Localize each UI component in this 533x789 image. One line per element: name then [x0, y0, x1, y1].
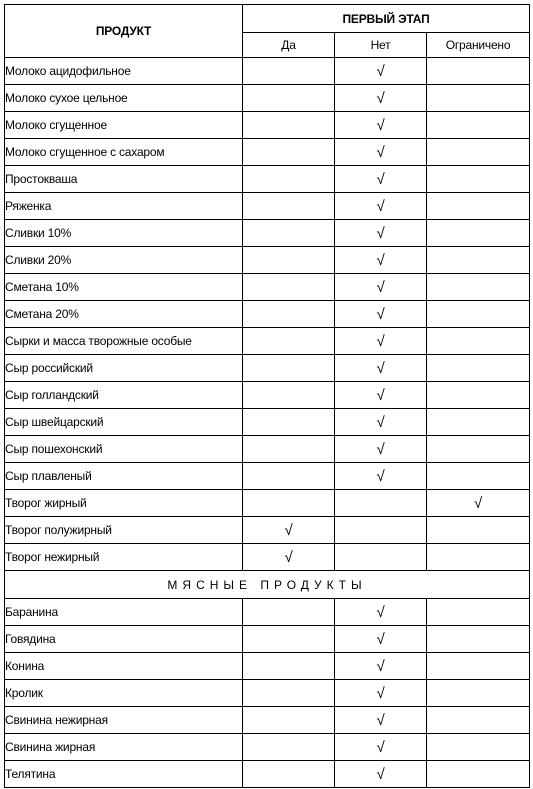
meat-section	[5, 571, 530, 599]
product-name: Сливки 20%	[5, 247, 243, 274]
table-row	[5, 409, 530, 436]
product-name: Сыр плавленый	[5, 463, 243, 490]
cell-limited	[427, 653, 530, 680]
check-mark-icon: √	[376, 603, 385, 621]
cell-limited	[427, 85, 530, 112]
cell-yes	[243, 761, 335, 788]
cell-yes	[243, 517, 335, 544]
cell-yes	[243, 247, 335, 274]
product-name: Свинина нежирная	[5, 707, 243, 734]
table-row	[5, 463, 530, 490]
table-row	[5, 490, 530, 517]
product-name: Сливки 10%	[5, 220, 243, 247]
cell-no	[335, 653, 427, 680]
product-name: Молоко сгущенное	[5, 112, 243, 139]
cell-yes	[243, 626, 335, 653]
header-no: Нет	[335, 33, 427, 58]
cell-yes	[243, 734, 335, 761]
cell-no	[335, 517, 427, 544]
cell-yes	[243, 301, 335, 328]
check-mark-icon: √	[376, 89, 385, 107]
table-row	[5, 653, 530, 680]
cell-no	[335, 220, 427, 247]
meat-section-heading: МЯСНЫЕ ПРОДУКТЫ	[5, 571, 530, 599]
product-name: Творог нежирный	[5, 544, 243, 571]
check-mark-icon: √	[376, 224, 385, 242]
check-mark-icon: √	[473, 494, 483, 512]
check-mark-icon: √	[376, 440, 385, 458]
cell-limited	[427, 734, 530, 761]
cell-yes	[243, 707, 335, 734]
cell-limited	[427, 247, 530, 274]
cell-no	[335, 734, 427, 761]
product-name: Сметана 20%	[5, 301, 243, 328]
cell-limited	[427, 328, 530, 355]
cell-no	[335, 328, 427, 355]
table-row	[5, 517, 530, 544]
cell-yes	[243, 653, 335, 680]
cell-limited	[427, 599, 530, 626]
cell-limited	[427, 355, 530, 382]
product-name: Телятина	[5, 761, 243, 788]
cell-yes	[243, 328, 335, 355]
check-mark-icon: √	[376, 467, 385, 485]
cell-no	[335, 274, 427, 301]
cell-limited	[427, 139, 530, 166]
cell-limited	[427, 707, 530, 734]
check-mark-icon: √	[376, 657, 385, 675]
product-name: Конина	[5, 653, 243, 680]
table-row	[5, 139, 530, 166]
check-mark-icon: √	[376, 116, 385, 134]
cell-limited	[427, 193, 530, 220]
cell-limited	[427, 680, 530, 707]
check-mark-icon: √	[376, 305, 385, 323]
cell-no	[335, 112, 427, 139]
header-limited: Ограничено	[427, 33, 530, 58]
product-name: Ряженка	[5, 193, 243, 220]
cell-limited	[427, 58, 530, 85]
check-mark-icon: √	[376, 738, 385, 756]
cell-limited	[427, 274, 530, 301]
cell-limited	[427, 544, 530, 571]
check-mark-icon: √	[376, 386, 385, 404]
cell-no	[335, 707, 427, 734]
cell-no	[335, 490, 427, 517]
check-mark-icon: √	[376, 359, 385, 377]
cell-limited	[427, 409, 530, 436]
product-name: Сыр российский	[5, 355, 243, 382]
header-first-stage: ПЕРВЫЙ ЭТАП	[243, 5, 530, 33]
check-mark-icon: √	[376, 413, 385, 431]
cell-no	[335, 166, 427, 193]
table-row	[5, 680, 530, 707]
dairy-rows	[5, 58, 530, 571]
cell-yes	[243, 58, 335, 85]
check-mark-icon: √	[376, 711, 385, 729]
cell-no	[335, 409, 427, 436]
cell-yes	[243, 85, 335, 112]
product-name: Баранина	[5, 599, 243, 626]
cell-yes	[243, 355, 335, 382]
cell-limited	[427, 436, 530, 463]
table-row	[5, 328, 530, 355]
cell-limited	[427, 112, 530, 139]
cell-yes	[243, 490, 335, 517]
cell-yes	[243, 220, 335, 247]
cell-no	[335, 301, 427, 328]
cell-yes	[243, 680, 335, 707]
check-mark-icon: √	[376, 197, 385, 215]
product-name: Кролик	[5, 680, 243, 707]
check-mark-icon: √	[284, 548, 293, 566]
table-row	[5, 247, 530, 274]
product-name: Молоко ацидофильное	[5, 58, 243, 85]
cell-no	[335, 85, 427, 112]
table-row	[5, 761, 530, 788]
check-mark-icon: √	[376, 143, 385, 161]
cell-yes	[243, 166, 335, 193]
table-row	[5, 193, 530, 220]
product-name: Сметана 10%	[5, 274, 243, 301]
cell-yes	[243, 193, 335, 220]
product-name: Свинина жирная	[5, 734, 243, 761]
cell-limited	[427, 626, 530, 653]
cell-no	[335, 761, 427, 788]
cell-limited	[427, 490, 530, 517]
table-row	[5, 301, 530, 328]
cell-yes	[243, 409, 335, 436]
product-name: Сыр пошехонский	[5, 436, 243, 463]
product-name: Говядина	[5, 626, 243, 653]
table-row	[5, 707, 530, 734]
food-table	[4, 4, 530, 788]
cell-no	[335, 626, 427, 653]
cell-yes	[243, 599, 335, 626]
product-name: Сырки и масса творожные особые	[5, 328, 243, 355]
cell-limited	[427, 517, 530, 544]
cell-limited	[427, 166, 530, 193]
table-row	[5, 112, 530, 139]
product-name: Творог полужирный	[5, 517, 243, 544]
cell-no	[335, 680, 427, 707]
product-name: Молоко сгущенное с сахаром	[5, 139, 243, 166]
table-row	[5, 382, 530, 409]
cell-no	[335, 355, 427, 382]
product-name: Сыр швейцарский	[5, 409, 243, 436]
product-name: Сыр голландский	[5, 382, 243, 409]
check-mark-icon: √	[376, 332, 385, 350]
check-mark-icon: √	[284, 521, 293, 539]
product-name: Простокваша	[5, 166, 243, 193]
cell-limited	[427, 463, 530, 490]
cell-limited	[427, 301, 530, 328]
check-mark-icon: √	[376, 251, 385, 269]
meat-rows	[5, 599, 530, 788]
check-mark-icon: √	[376, 170, 385, 188]
table-row	[5, 734, 530, 761]
cell-no	[335, 544, 427, 571]
cell-limited	[427, 761, 530, 788]
product-name: Творог жирный	[5, 490, 243, 517]
table-row	[5, 166, 530, 193]
cell-no	[335, 463, 427, 490]
cell-no	[335, 436, 427, 463]
cell-limited	[427, 220, 530, 247]
cell-yes	[243, 274, 335, 301]
header-product: ПРОДУКТ	[5, 5, 243, 58]
check-mark-icon: √	[376, 62, 385, 80]
check-mark-icon: √	[376, 278, 385, 296]
cell-no	[335, 193, 427, 220]
cell-no	[335, 599, 427, 626]
cell-limited	[427, 382, 530, 409]
cell-yes	[243, 544, 335, 571]
cell-yes	[243, 112, 335, 139]
cell-no	[335, 382, 427, 409]
cell-no	[335, 139, 427, 166]
table-row	[5, 626, 530, 653]
table-row	[5, 58, 530, 85]
cell-yes	[243, 382, 335, 409]
check-mark-icon: √	[376, 630, 385, 648]
check-mark-icon: √	[376, 684, 385, 702]
table-row	[5, 274, 530, 301]
table-row	[5, 544, 530, 571]
cell-no	[335, 247, 427, 274]
cell-yes	[243, 436, 335, 463]
cell-yes	[243, 139, 335, 166]
check-mark-icon: √	[376, 765, 385, 783]
cell-yes	[243, 463, 335, 490]
table-row	[5, 85, 530, 112]
product-name: Молоко сухое цельное	[5, 85, 243, 112]
header-yes: Да	[243, 33, 335, 58]
cell-no	[335, 58, 427, 85]
table-row	[5, 355, 530, 382]
table-row	[5, 599, 530, 626]
table-row	[5, 436, 530, 463]
table-row	[5, 220, 530, 247]
